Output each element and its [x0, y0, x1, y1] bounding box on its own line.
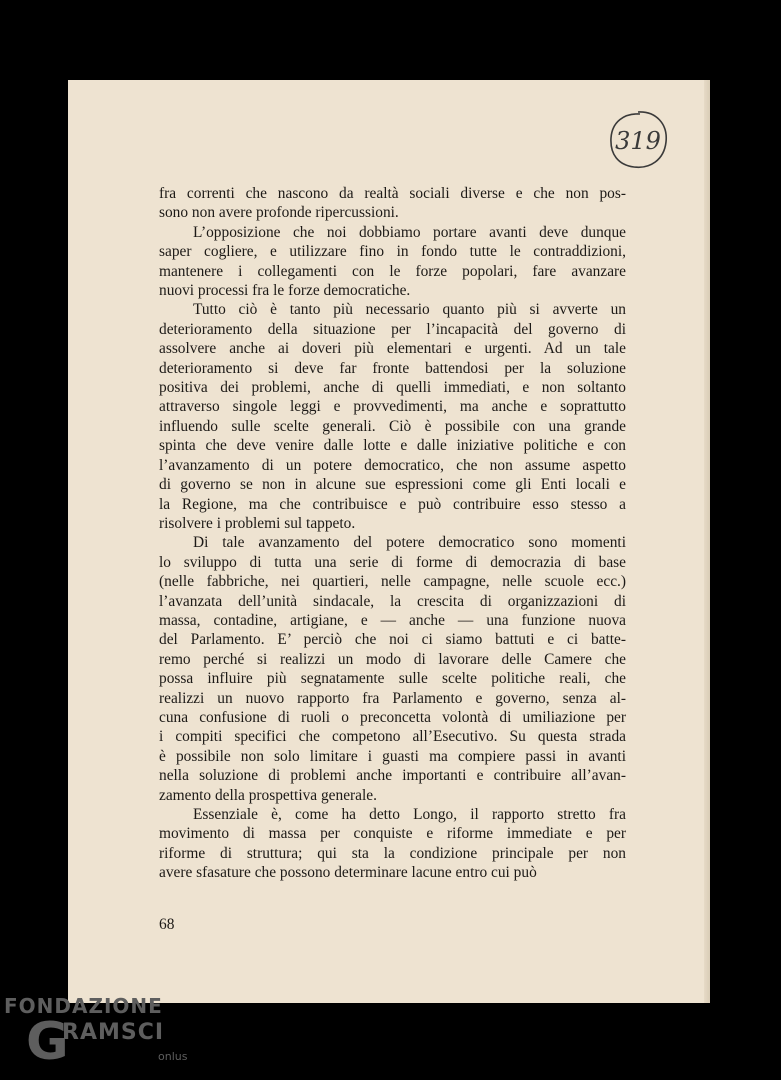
text-line: del Parlamento. E’ perciò che noi ci siamo battuti e ci batte- — [159, 631, 626, 649]
text-line: influendo sulle scelte generali. Ciò è possibile con una grande — [159, 417, 626, 435]
text-line: nella soluzione di problemi anche importanti e contribuire all’avan- — [159, 767, 626, 785]
text-line: positiva dei problemi, anche di quelli immediati, e non soltanto — [159, 379, 626, 397]
watermark-onlus: onlus — [158, 1050, 188, 1063]
text-line: l’avanzamento di un potere democratico, che non assume aspetto — [159, 456, 626, 474]
text-line: deterioramento della situazione per l’incapacità del governo di — [159, 320, 626, 338]
text-line: Di tale avanzamento del potere democratico sono momenti — [193, 534, 626, 552]
text-line: zamento della prospettiva generale. — [159, 786, 377, 804]
text-line: Essenziale è, come ha detto Longo, il rapporto stretto fra — [193, 806, 626, 823]
text-line: nuovi processi fra le forze democratiche. — [159, 282, 411, 300]
text-line: avere sfasature che possono determinare lacune entro cui può — [159, 864, 537, 882]
text-line: attraverso singole leggi e provvedimenti, ma anche e soprattutto — [159, 398, 626, 416]
text-line: cuna confusione di ruoli o preconcetta volontà di umiliazione per — [159, 708, 626, 726]
text-line: realizzi un nuovo rapporto fra Parlamento e governo, senza al- — [159, 689, 626, 707]
body-text — [159, 184, 626, 883]
text-line: mantenere i collegamenti con le forze popolari, fare avanzare — [159, 262, 626, 280]
watermark-logo — [4, 994, 204, 1074]
text-line: i compiti specifici che competono all’Esecutivo. Su questa strada — [159, 728, 626, 746]
text-line: sono non avere profonde ripercussioni. — [159, 204, 399, 222]
text-line: spinta che deve venire dalle lotte e dalle iniziative politiche e con — [159, 437, 626, 455]
watermark-line2: RAMSCI — [62, 1020, 165, 1045]
watermark-line1: FONDAZIONE — [4, 994, 163, 1018]
text-line: deterioramento si deve far fronte battendosi per la soluzione — [159, 359, 626, 377]
text-line: è possibile non solo limitare i guasti ma compiere passi in avanti — [159, 747, 626, 765]
text-line: movimento di massa per conquiste e riforme immediate e per — [159, 825, 626, 843]
stamp-number: 319 — [615, 127, 661, 155]
text-line: Tutto ciò è tanto più necessario quanto più si avverte un — [193, 301, 626, 319]
text-line: fra correnti che nascono da realtà sociali diverse e che non pos- — [159, 185, 626, 202]
text-line: remo perché si realizzi un modo di lavorare delle Camere che — [159, 650, 626, 668]
text-line: massa, contadine, artigiane, e — anche — una funzione nuova — [159, 611, 626, 629]
archive-stamp — [606, 108, 670, 172]
page-number: 68 — [159, 916, 175, 933]
text-line: assolvere anche ai doveri più elementari e urgenti. Ad un tale — [159, 340, 626, 358]
text-line: possa influire più segnatamente sulle scelte politiche reali, che — [159, 670, 626, 688]
watermark-letter-g: G — [26, 1012, 69, 1072]
page-edge — [704, 80, 710, 1003]
text-line: di governo se non in alcune sue espressioni come gli Enti locali e — [159, 476, 626, 494]
text-line: la Regione, ma che contribuisce e può contribuire esso stesso a — [159, 495, 626, 513]
text-line: riforme di struttura; qui sta la condizione principale per non — [159, 844, 626, 862]
text-line: l’avanzata dell’unità sindacale, la crescita di organizzazioni di — [159, 592, 626, 610]
text-line: (nelle fabbriche, nei quartieri, nelle campagne, nelle scuole ecc.) — [159, 573, 626, 591]
text-line: risolvere i problemi sul tappeto. — [159, 514, 356, 532]
book-page — [68, 80, 710, 1003]
text-line: saper cogliere, e utilizzare fino in fondo tutte le contraddizioni, — [159, 243, 626, 261]
text-line: L’opposizione che noi dobbiamo portare avanti deve dunque — [193, 223, 626, 241]
text-line: lo sviluppo di tutta una serie di forme di democrazia di base — [159, 553, 626, 571]
